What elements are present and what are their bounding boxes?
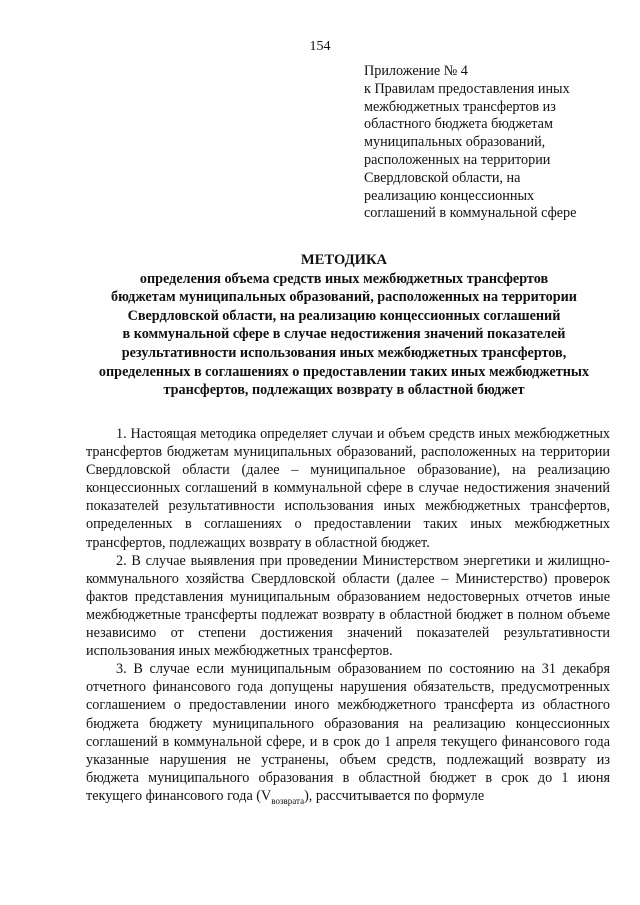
title-line: трансфертов, подлежащих возврату в областной бюджет: [163, 382, 525, 399]
page-number: 154: [309, 39, 331, 54]
appendix-line: Приложение № 4: [364, 63, 468, 79]
paragraph-2: 2. В случае выявления при проведении Министерством энергетики и жилищно-коммунального хозяйства Свердловской области (далее – Министерство) проверок фактов представления муниципальным образованием недостоверных отчетов иные межбюджетные трансферты подлежат возврату в областной бюджет в полном объеме независимо от степени достижения значений показателей результативности использования иных межбюджетных трансфертов.: [86, 552, 610, 660]
paragraph-3-text: 3. В случае если муниципальным образованием по состоянию на 31 декабря отчетного финансового года допущены нарушения обязательств, предусмотренных соглашением о предоставлении иного межбюджетного трансферта из областного бюджета бюджету муниципального образования на реализацию концессионных соглашений в коммунальной сфере, и в срок до 1 апреля текущего финансового года указанные нарушения не устранены, объем средств, подлежащий возврату из бюджета муниципального образования в областной бюджет в срок до 1 июня текущего финансового года (V: [86, 661, 610, 804]
document-title: [60, 251, 628, 400]
appendix-reference: [364, 63, 624, 223]
document-body: [86, 425, 610, 805]
appendix-line: Свердловской области, на: [364, 169, 521, 186]
title-heading: МЕТОДИКА: [300, 252, 388, 268]
paragraph-1: 1. Настоящая методика определяет случаи и объем средств иных межбюджетных трансфертов бюджетам муниципальных образований, расположенных на территории Свердловской области (далее – муниципальное образование), на реализацию концессионных соглашений в коммунальной сфере в случае недостижения значений показателей результативности использования иных межбюджетных трансфертов, определенных в соглашениях о предоставлении таких иных межбюджетных трансфертов, подлежащих возврату в областной бюджет.: [86, 426, 610, 551]
title-line: определения объема средств иных межбюджетных трансфертов: [139, 270, 549, 287]
appendix-line: расположенных на территории: [364, 151, 551, 168]
title-line: результативности использования иных межбюджетных трансфертов,: [121, 344, 567, 361]
title-line: в коммунальной сфере в случае недостижения значений показателей: [122, 326, 566, 343]
appendix-line: к Правилам предоставления иных: [364, 80, 570, 97]
title-line: определенных в соглашениях о предоставлении таких иных межбюджетных: [98, 363, 590, 380]
appendix-line: реализацию концессионных: [364, 187, 535, 204]
paragraph-3: [86, 660, 610, 805]
appendix-line: областного бюджета бюджетам: [364, 116, 553, 133]
paragraph-3-end: ), рассчитывается по формуле: [304, 787, 485, 804]
appendix-line: соглашений в коммунальной сфере: [364, 205, 577, 222]
appendix-line: межбюджетных трансфертов из: [364, 98, 556, 115]
title-line: Свердловской области, на реализацию концессионных соглашений: [127, 307, 561, 324]
title-line: бюджетам муниципальных образований, расположенных на территории: [111, 289, 577, 306]
return-volume-subscript: возврата: [271, 795, 305, 806]
appendix-line: муниципальных образований,: [364, 134, 546, 151]
